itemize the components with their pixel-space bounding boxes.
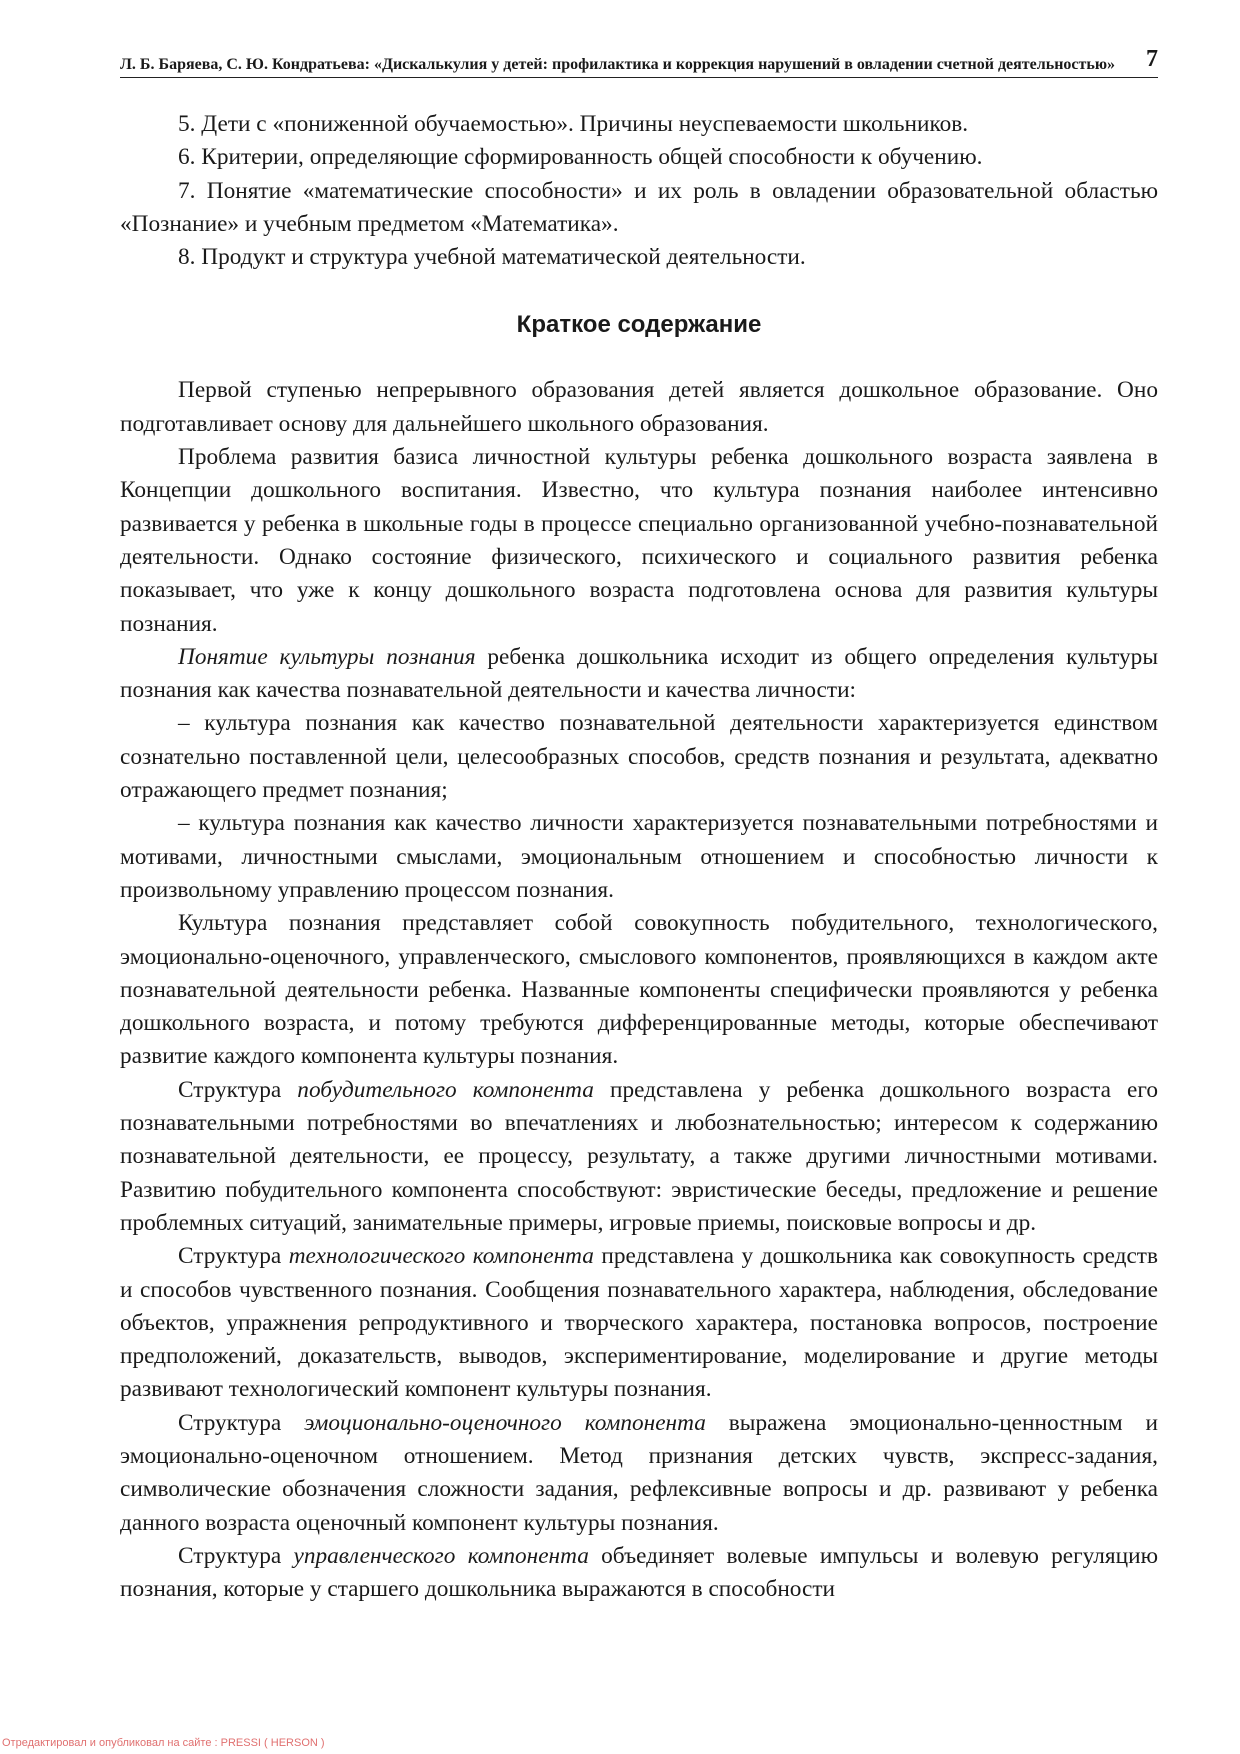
paragraph-text: Структура <box>178 1409 305 1436</box>
question-item: 5. Дети с «пониженной обучаемостью». Причины неуспеваемости школьников. <box>178 111 969 137</box>
paragraph: Первой ступенью непрерывного образования детей является дошкольное образование. Оно подготавливает основу для дальнейшего школьного образования. <box>120 377 1158 437</box>
page-number: 7 <box>1146 46 1158 72</box>
paragraph <box>120 1074 1158 1240</box>
list-item: – культура познания как качество личности характеризуется познавательными потребностями и мотивами, личностными смыслами, эмоциональным отношением и способностью личности к произвольному управлению процессом познания. <box>120 810 1158 903</box>
header-text: Л. Б. Баряева, С. Ю. Кондратьева: «Дискалькулия у детей: профилактика и коррекция нарушений в овладении счетной деятельностью» <box>120 56 1116 73</box>
paragraph: Культура познания представляет собой совокупность побудительного, технологического, эмоционально-оценочного, управленческого, смыслового компонентов, проявляющихся в каждом акте познавательной деятельности ребенка. Названные компоненты специфически проявляются у ребенка дошкольного возраста, и потому требуются дифференцированные методы, которые обеспечивают развитие каждого компонента культуры познания. <box>120 910 1158 1070</box>
paragraph-text: Структура <box>178 1542 294 1569</box>
question-item: 8. Продукт и структура учебной математической деятельности. <box>178 244 806 271</box>
running-header <box>120 46 1158 78</box>
paragraph <box>120 641 1158 708</box>
paragraph-text: Структура <box>178 1243 289 1270</box>
question-item: 7. Понятие «математические способности» и их роль в овладении образовательной областью «Познание» и учебным предметом «Математика». <box>120 177 1158 237</box>
paragraph-text: ребенка дошкольника исходит из общего определения культуры познания как качества познавательной деятельности и качества личности: <box>120 643 1158 704</box>
paragraph-text: Структура <box>178 1076 298 1103</box>
question-item: 6. Критерии, определяющие сформированность общей способности к обучению. <box>178 144 983 171</box>
paragraph <box>120 1240 1158 1406</box>
emphasis: технологического компонента <box>288 1243 594 1270</box>
page-body <box>120 108 1158 1606</box>
paragraph-text: объединяет волевые импульсы и волевую регуляцию познания, которые у старшего дошкольника выражаются в способности <box>120 1542 1158 1603</box>
emphasis: побудительного компонента <box>297 1076 594 1103</box>
publisher-footer: Отредактировал и опубликовал на сайте : PRESSI ( HERSON ) <box>2 1737 325 1749</box>
paragraph-text: представлена у ребенка дошкольного возраста его познавательными потребностями во впечатлениях и любознательностью; интересом к содержанию познавательной деятельности, ее процессу, результату, а также другими личностными мотивами. Развитию побудительного компонента способствуют: эвристические беседы, предложение и решение проблемных ситуаций, занимательные примеры, игровые приемы, поисковые вопросы и др. <box>120 1076 1158 1236</box>
emphasis: Понятие культуры познания <box>178 643 476 670</box>
emphasis: управленческого компонента <box>293 1542 589 1569</box>
paragraph-text: выражена эмоционально-ценностным и эмоционально-оценочном отношением. Метод признания детских чувств, экспресс-задания, символические обозначения сложности задания, рефлексивные вопросы и др. развивают у ребенка данного возраста оценочный компонент культуры познания. <box>120 1409 1158 1536</box>
paragraph: Проблема развития базиса личностной культуры ребенка дошкольного возраста заявлена в Концепции дошкольного воспитания. Известно, что культура познания наиболее интенсивно развивается у ребенка в школьные годы в процессе специально организованной учебно-познавательной деятельности. Однако состояние физического, психического и социального развития ребенка показывает, что уже к концу дошкольного возраста подготовлена основа для развития культуры познания. <box>120 444 1158 637</box>
paragraph-text: представлена у дошкольника как совокупность средств и способов чувственного познания. Сообщения познавательного характера, наблюдения, обследование объектов, упражнения репродуктивного и творческого характера, постановка вопросов, построение предположений, доказательств, выводов, экспериментирование, моделирование и другие методы развивают технологический компонент культуры познания. <box>120 1243 1158 1403</box>
section-title: Краткое содержание <box>516 311 762 339</box>
paragraph <box>120 1407 1158 1540</box>
paragraph <box>120 1540 1158 1607</box>
emphasis: эмоционально-оценочного компонента <box>304 1409 706 1436</box>
list-item: – культура познания как качество познавательной деятельности характеризуется единством сознательно поставленной цели, целесообразных способов, средств познания и результата, адекватно отражающего предмет познания; <box>120 710 1158 804</box>
